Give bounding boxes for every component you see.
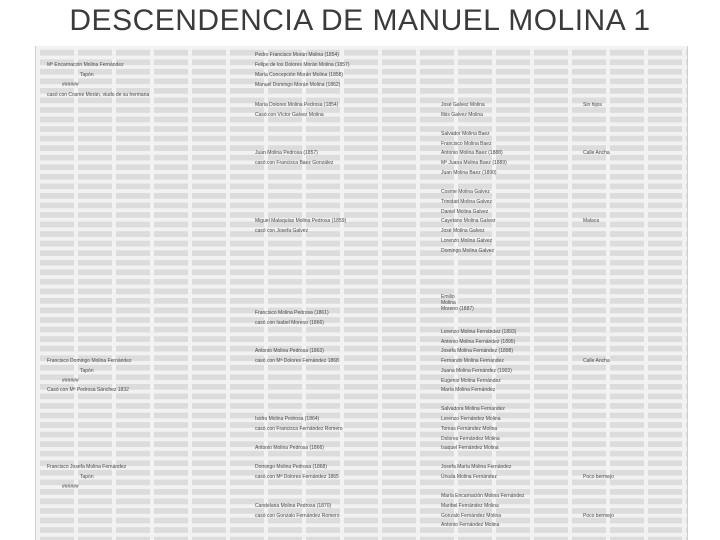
genealogy-entry: Poco bermejo <box>583 513 614 519</box>
genealogy-entry: Trinidad Molina Galvez <box>441 199 492 205</box>
genealogy-entry: Fernando Molina Fernández <box>441 358 504 364</box>
genealogy-entry: Juana Molina Fernández (1903) <box>441 368 512 374</box>
genealogy-entry: ###### <box>62 378 79 384</box>
genealogy-entry: Francisco Josefa Molina Fernández <box>47 464 127 470</box>
genealogy-entry: Gonzalo Fernández Molina <box>441 513 502 519</box>
genealogy-entry: Cayetano Molina Galvez <box>441 218 496 224</box>
genealogy-entry: Lorenzo Fernández Molina <box>441 416 501 422</box>
genealogy-entry: Manuel Domingo Morán Molina (1862) <box>255 82 341 88</box>
genealogy-entry: Francisco Molina Baez <box>441 141 492 147</box>
genealogy-entry: Juan Molina Pedrosa (1857) <box>255 150 318 156</box>
genealogy-entry: Úrsula Molina Fernández <box>441 474 497 480</box>
genealogy-entry: Tapón <box>80 474 94 480</box>
genealogy-entry: Dolores Fernández Molina <box>441 436 500 442</box>
genealogy-entry: Malaca <box>583 218 600 224</box>
genealogy-entry: Juan Molina Baez (1890) <box>441 170 497 176</box>
genealogy-entry: Salvadora Molina Fernández <box>441 406 505 412</box>
genealogy-entry: José Molina Galvez <box>441 228 485 234</box>
genealogy-entry: Tomas Fernández Molina <box>441 426 498 432</box>
genealogy-entry: Isaquel Fernández Molina <box>441 445 499 451</box>
page-title: DESCENDENCIA DE MANUEL MOLINA 1 <box>69 4 651 37</box>
genealogy-entry: Pedro Francisco Morán Molina (1854) <box>255 52 339 58</box>
genealogy-entry: Mª Encarnación Molina Fernández <box>47 62 124 68</box>
genealogy-entry: casó con Francisca Fernández Romero <box>255 426 343 432</box>
genealogy-entry: María Molina Fernández <box>441 387 496 393</box>
genealogy-entry: casó con Gonzalo Fernández Romero <box>255 513 340 519</box>
genealogy-entry: casó con Isabel Moreno (1866) <box>255 320 324 326</box>
genealogy-entry: Francisco Domingo Molina Fernández <box>47 358 132 364</box>
genealogy-entry: casó con Josefa Galvez <box>255 228 309 234</box>
genealogy-entry: Antonio Molina Pedrosa (1866) <box>255 445 324 451</box>
genealogy-entry: Antonio Molina Pedrosa (1863) <box>255 348 324 354</box>
genealogy-entry: Mª Juana Molina Baez (1889) <box>441 160 507 166</box>
genealogy-entry: casó con Mª Dolores Fernández 1865 <box>255 474 339 480</box>
genealogy-entry: Cosme Molina Galvez <box>441 189 490 195</box>
genealogy-entry: Isidro Molina Pedrosa (1864) <box>255 416 320 422</box>
genealogy-entry: Ilbis Galvez Molina <box>441 112 483 118</box>
genealogy-entry: Tapón <box>80 72 94 78</box>
genealogy-entry: María Dolores Molina Pedrosa (1854) <box>255 102 339 108</box>
genealogy-entry: Antonio Molina Baez (1888) <box>441 150 503 156</box>
genealogy-entry: Moreno (1887) <box>441 306 474 312</box>
genealogy-entry: Sin hijos <box>583 102 602 108</box>
genealogy-entry: casó con Cosme Morán, viudo de su hermana <box>47 92 150 98</box>
genealogy-entry: casó con Mª Dolores Fernández 1868 <box>255 358 339 364</box>
genealogy-entry: Calle Ancha <box>583 150 610 156</box>
genealogy-entry: María Concepción Morán Molina (1858) <box>255 72 344 78</box>
genealogy-entry: Tapón <box>80 368 94 374</box>
genealogy-entry-stacked <box>441 294 501 312</box>
genealogy-entry: Antonio Molina Fernández (1895) <box>441 339 516 345</box>
genealogy-entry: Eugenio Molina Fernández <box>441 378 501 384</box>
genealogy-entry: Candelaria Molina Pedrosa (1870) <box>255 503 332 509</box>
genealogy-entry: Calle Ancha <box>583 358 610 364</box>
genealogy-entry: Domingo Molina Pedrosa (1868) <box>255 464 327 470</box>
genealogy-entry: María Encarnación Molina Fernández <box>441 493 525 499</box>
genealogy-entry: Molina <box>441 300 456 306</box>
genealogy-entry: Francisco Molina Pedrosa (1861) <box>255 310 329 316</box>
genealogy-entry: Daniel Molina Galvez <box>441 209 489 215</box>
genealogy-entry: Felipe de los Dolores Morán Molina (1857) <box>255 62 350 68</box>
genealogy-entry: ###### <box>62 484 79 490</box>
genealogy-entry: Maribel Fernández Molina <box>441 503 499 509</box>
genealogy-entry: Poco bermejo <box>583 474 614 480</box>
genealogy-entry: Emilio <box>441 294 455 300</box>
genealogy-entry: Salvador Molina Baez <box>441 131 490 137</box>
table-grid <box>35 46 688 540</box>
genealogy-entry: Casó con Mª Pedrosa Sánchez 1832 <box>47 387 129 393</box>
genealogy-entry: Josefa Molina Fernández (1898) <box>441 348 513 354</box>
genealogy-entry: Lorenzo Molina Galvez <box>441 238 493 244</box>
genealogy-entry: Casó con Víctor Galvez Molina <box>255 112 324 118</box>
genealogy-entry: casó con Francisca Baez González <box>255 160 334 166</box>
genealogy-entry: José Galvez Molina <box>441 102 485 108</box>
genealogy-entry: Domingo Molina Galvez <box>441 248 495 254</box>
genealogy-entry: Antonio Fernández Molina <box>441 522 500 528</box>
genealogy-entry: Lorenzo Molina Fernández (1893) <box>441 329 517 335</box>
genealogy-entry: ###### <box>62 82 79 88</box>
genealogy-entry: Josefa María Molina Fernández <box>441 464 512 470</box>
genealogy-entry: Miguel Malaquías Molina Pedrosa (1859) <box>255 218 347 224</box>
